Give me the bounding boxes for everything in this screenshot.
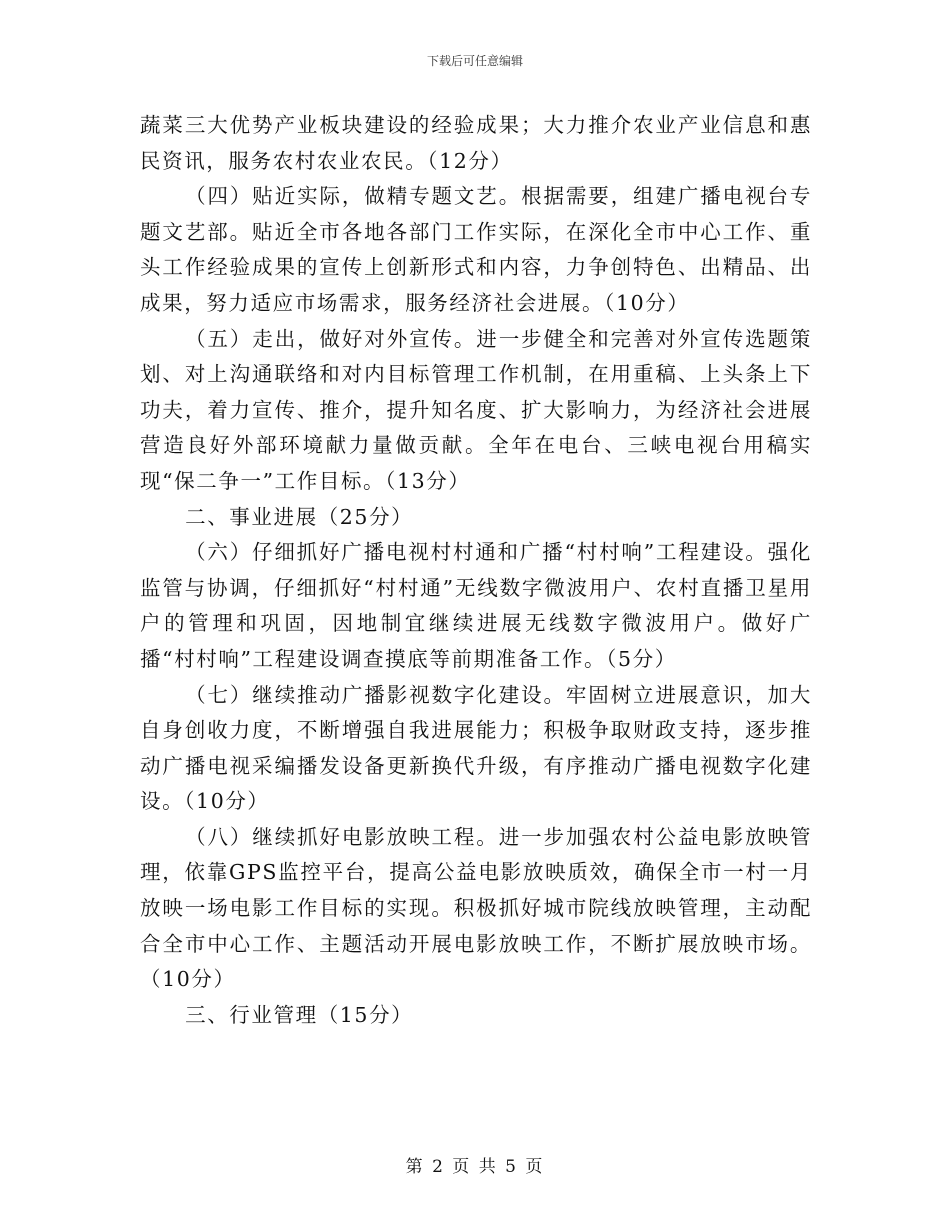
page-number: 第 2 页 共 5 页 <box>405 1157 545 1177</box>
paragraph-item-7: （七）继续推动广播影视数字化建设。牢固树立进展意识，加大自身创收力度，不断增强自我进展能力；积极争取财政支持，逐步推动广播电视采编播发设备更新换代升级，有序推动广播电视数字化建设。（10分） <box>140 682 812 814</box>
section-heading-3: 三、行业管理（15分） <box>185 1002 414 1027</box>
paragraph-continuation: 蔬菜三大优势产业板块建设的经验成果；大力推介农业产业信息和惠民资讯，服务农村农业农民。（12分） <box>140 113 812 173</box>
document-body <box>140 108 812 1033</box>
paragraph-item-6: （六）仔细抓好广播电视村村通和广播“村村响”工程建设。强化监管与协调，仔细抓好“村村通”无线数字微波用户、农村直播卫星用户的管理和巩固，因地制宜继续进展无线数字微波用户。做好广播“村村响”工程建设调查摸底等前期准备工作。（5分） <box>140 540 812 671</box>
paragraph-item-8: （八）继续抓好电影放映工程。进一步加强农村公益电影放映管理，依靠GPS监控平台，提高公益电影放映质效，确保全市一村一月放映一场电影工作目标的实现。积极抓好城市院线放映管理，主动配合全市中心工作、主题活动开展电影放映工作，不断扩展放映市场。（10分） <box>140 824 812 992</box>
page-header: 下载后可任意编辑 <box>426 54 523 68</box>
section-heading-2: 二、事业进展（25分） <box>185 504 414 529</box>
paragraph-item-4: （四）贴近实际，做精专题文艺。根据需要，组建广播电视台专题文艺部。贴近全市各地各部门工作实际，在深化全市中心工作、重头工作经验成果的宣传上创新形式和内容，力争创特色、出精品、出成果，努力适应市场需求，服务经济社会进展。（10分） <box>140 184 812 315</box>
paragraph-item-5: （五）走出，做好对外宣传。进一步健全和完善对外宣传选题策划、对上沟通联络和对内目标管理工作机制，在用重稿、上头条上下功夫，着力宣传、推介，提升知名度、扩大影响力，为经济社会进展营造良好外部环境献力量做贡献。全年在电台、三峡电视台用稿实现“保二争一”工作目标。（13分） <box>140 326 812 493</box>
